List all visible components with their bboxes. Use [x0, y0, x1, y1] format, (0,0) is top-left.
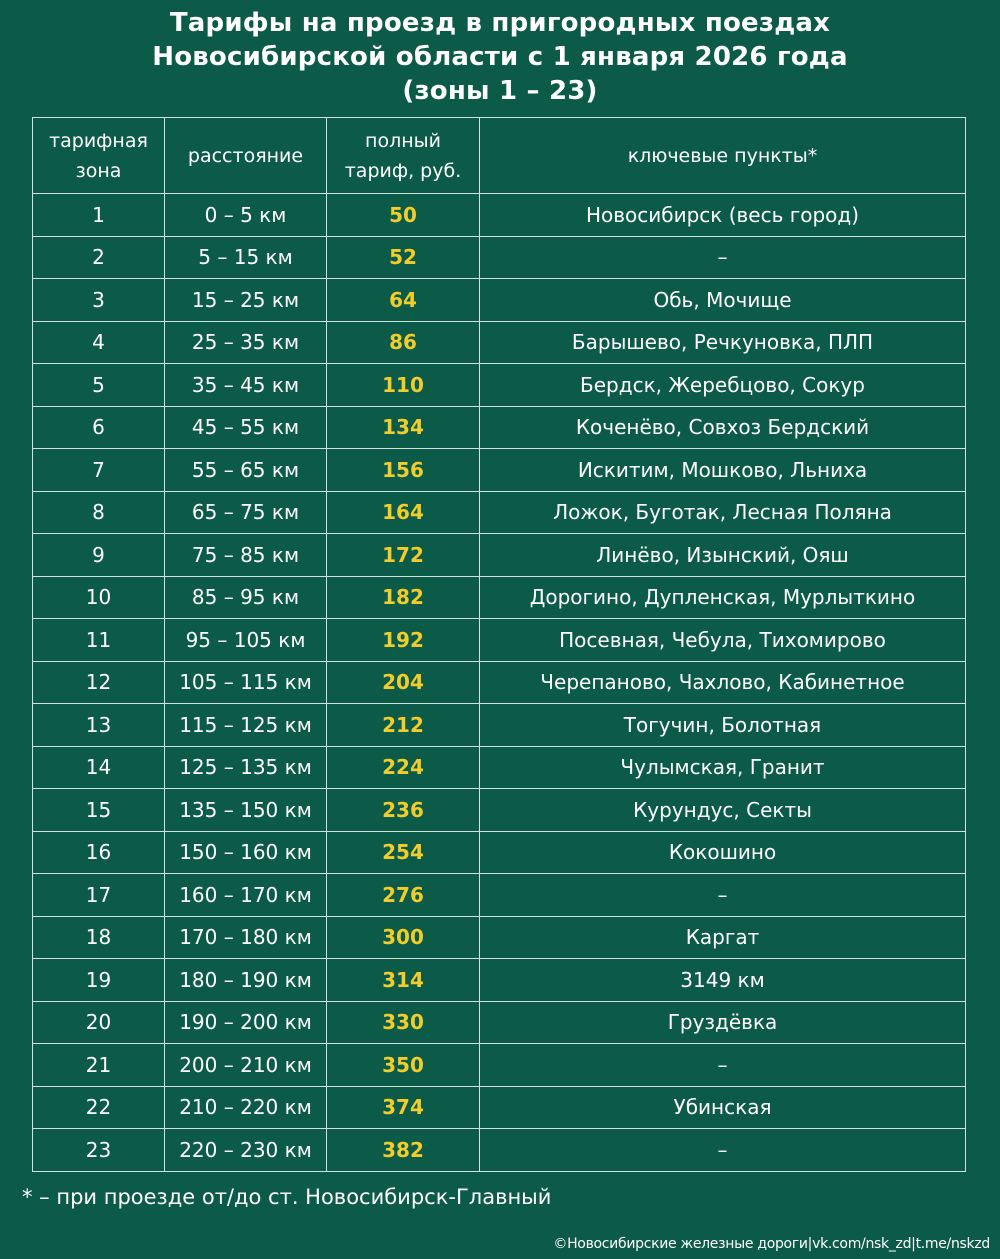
cell-distance: 95 – 105 км	[165, 619, 327, 662]
cell-distance: 220 – 230 км	[165, 1129, 327, 1172]
cell-distance: 135 – 150 км	[165, 789, 327, 832]
cell-key-points: –	[480, 236, 966, 279]
cell-key-points: Новосибирск (весь город)	[480, 194, 966, 237]
cell-fare: 110	[327, 364, 480, 407]
cell-zone: 9	[33, 534, 165, 577]
cell-zone: 22	[33, 1086, 165, 1129]
table-row	[33, 746, 966, 789]
cell-fare: 134	[327, 406, 480, 449]
cell-distance: 35 – 45 км	[165, 364, 327, 407]
table-row	[33, 449, 966, 492]
tariff-table	[32, 117, 966, 1172]
cell-zone: 19	[33, 959, 165, 1002]
cell-key-points: Искитим, Мошково, Льниха	[480, 449, 966, 492]
cell-key-points: Барышево, Речкуновка, ПЛП	[480, 321, 966, 364]
table-row	[33, 874, 966, 917]
title-line-1: Тарифы на проезд в пригородных поездах	[169, 8, 831, 38]
cell-fare: 254	[327, 831, 480, 874]
cell-key-points: –	[480, 874, 966, 917]
cell-distance: 200 – 210 км	[165, 1044, 327, 1087]
table-row	[33, 1086, 966, 1129]
cell-key-points: Коченёво, Совхоз Бердский	[480, 406, 966, 449]
cell-fare: 156	[327, 449, 480, 492]
cell-key-points: Дорогино, Дупленская, Мурлыткино	[480, 576, 966, 619]
cell-fare: 64	[327, 279, 480, 322]
cell-distance: 65 – 75 км	[165, 491, 327, 534]
table-row	[33, 1001, 966, 1044]
header-zone-line-2: зона	[75, 159, 122, 182]
table-row	[33, 364, 966, 407]
cell-zone: 1	[33, 194, 165, 237]
header-distance	[165, 118, 327, 194]
cell-zone: 13	[33, 704, 165, 747]
cell-distance: 85 – 95 км	[165, 576, 327, 619]
cell-zone: 3	[33, 279, 165, 322]
cell-distance: 125 – 135 км	[165, 746, 327, 789]
header-fare-line-2: тариф, руб.	[344, 159, 462, 182]
cell-distance: 45 – 55 км	[165, 406, 327, 449]
table-header-row	[33, 118, 966, 194]
cell-key-points: Груздёвка	[480, 1001, 966, 1044]
cell-fare: 350	[327, 1044, 480, 1087]
cell-key-points: Линёво, Изынский, Ояш	[480, 534, 966, 577]
cell-distance: 170 – 180 км	[165, 916, 327, 959]
cell-zone: 2	[33, 236, 165, 279]
cell-distance: 160 – 170 км	[165, 874, 327, 917]
cell-fare: 204	[327, 661, 480, 704]
footnote: * – при проезде от/до ст. Новосибирск-Главный	[22, 1185, 552, 1209]
header-fare-line-1: полный	[365, 129, 441, 152]
table-row	[33, 1044, 966, 1087]
cell-key-points: –	[480, 1044, 966, 1087]
table-row	[33, 534, 966, 577]
table-row	[33, 491, 966, 534]
table-row	[33, 661, 966, 704]
cell-zone: 5	[33, 364, 165, 407]
table-row	[33, 236, 966, 279]
header-distance-line-1: расстояние	[187, 144, 304, 167]
cell-distance: 115 – 125 км	[165, 704, 327, 747]
cell-distance: 180 – 190 км	[165, 959, 327, 1002]
table-row	[33, 321, 966, 364]
table-row	[33, 959, 966, 1002]
table-row	[33, 406, 966, 449]
cell-fare: 382	[327, 1129, 480, 1172]
cell-key-points: Бердск, Жеребцово, Сокур	[480, 364, 966, 407]
cell-key-points: Ложок, Буготак, Лесная Поляна	[480, 491, 966, 534]
cell-zone: 23	[33, 1129, 165, 1172]
table-row	[33, 789, 966, 832]
cell-zone: 20	[33, 1001, 165, 1044]
table-row	[33, 704, 966, 747]
cell-zone: 10	[33, 576, 165, 619]
cell-key-points: –	[480, 1129, 966, 1172]
cell-key-points: Чулымская, Гранит	[480, 746, 966, 789]
cell-fare: 374	[327, 1086, 480, 1129]
cell-fare: 192	[327, 619, 480, 662]
table-row	[33, 916, 966, 959]
cell-distance: 210 – 220 км	[165, 1086, 327, 1129]
cell-key-points: Кокошино	[480, 831, 966, 874]
title-line-3: (зоны 1 – 23)	[402, 76, 598, 106]
header-key-points	[480, 118, 966, 194]
table-row	[33, 576, 966, 619]
cell-zone: 8	[33, 491, 165, 534]
cell-zone: 14	[33, 746, 165, 789]
cell-distance: 190 – 200 км	[165, 1001, 327, 1044]
cell-fare: 330	[327, 1001, 480, 1044]
header-key-points-line-1: ключевые пункты*	[627, 144, 818, 167]
cell-distance: 55 – 65 км	[165, 449, 327, 492]
cell-fare: 212	[327, 704, 480, 747]
cell-fare: 276	[327, 874, 480, 917]
cell-distance: 150 – 160 км	[165, 831, 327, 874]
cell-key-points: Обь, Мочище	[480, 279, 966, 322]
cell-key-points: 3149 км	[480, 959, 966, 1002]
cell-key-points: Посевная, Чебула, Тихомирово	[480, 619, 966, 662]
cell-key-points: Черепаново, Чахлово, Кабинетное	[480, 661, 966, 704]
cell-zone: 7	[33, 449, 165, 492]
table-row	[33, 831, 966, 874]
header-zone-line-1: тарифная	[49, 129, 148, 152]
cell-fare: 164	[327, 491, 480, 534]
cell-zone: 17	[33, 874, 165, 917]
cell-zone: 6	[33, 406, 165, 449]
header-zone	[33, 118, 165, 194]
table-row	[33, 194, 966, 237]
page-title	[0, 6, 1000, 108]
cell-fare: 182	[327, 576, 480, 619]
cell-key-points: Курундус, Секты	[480, 789, 966, 832]
header-fare	[327, 118, 480, 194]
table-row	[33, 279, 966, 322]
cell-key-points: Каргат	[480, 916, 966, 959]
cell-fare: 86	[327, 321, 480, 364]
cell-zone: 21	[33, 1044, 165, 1087]
cell-fare: 314	[327, 959, 480, 1002]
tariff-table-body	[33, 194, 966, 1172]
cell-key-points: Убинская	[480, 1086, 966, 1129]
cell-distance: 5 – 15 км	[165, 236, 327, 279]
cell-key-points: Тогучин, Болотная	[480, 704, 966, 747]
cell-zone: 15	[33, 789, 165, 832]
cell-fare: 236	[327, 789, 480, 832]
cell-zone: 16	[33, 831, 165, 874]
cell-fare: 300	[327, 916, 480, 959]
cell-distance: 0 – 5 км	[165, 194, 327, 237]
table-row	[33, 1129, 966, 1172]
cell-distance: 25 – 35 км	[165, 321, 327, 364]
cell-distance: 15 – 25 км	[165, 279, 327, 322]
cell-fare: 52	[327, 236, 480, 279]
cell-fare: 50	[327, 194, 480, 237]
cell-distance: 105 – 115 км	[165, 661, 327, 704]
cell-zone: 4	[33, 321, 165, 364]
copyright-credit: ©Новосибирские железные дороги|vk.com/nsk_zd|t.me/nskzd	[553, 1236, 990, 1252]
table-row	[33, 619, 966, 662]
cell-zone: 12	[33, 661, 165, 704]
cell-zone: 18	[33, 916, 165, 959]
cell-fare: 224	[327, 746, 480, 789]
cell-fare: 172	[327, 534, 480, 577]
cell-zone: 11	[33, 619, 165, 662]
cell-distance: 75 – 85 км	[165, 534, 327, 577]
title-line-2: Новосибирской области с 1 января 2026 года	[152, 42, 848, 72]
